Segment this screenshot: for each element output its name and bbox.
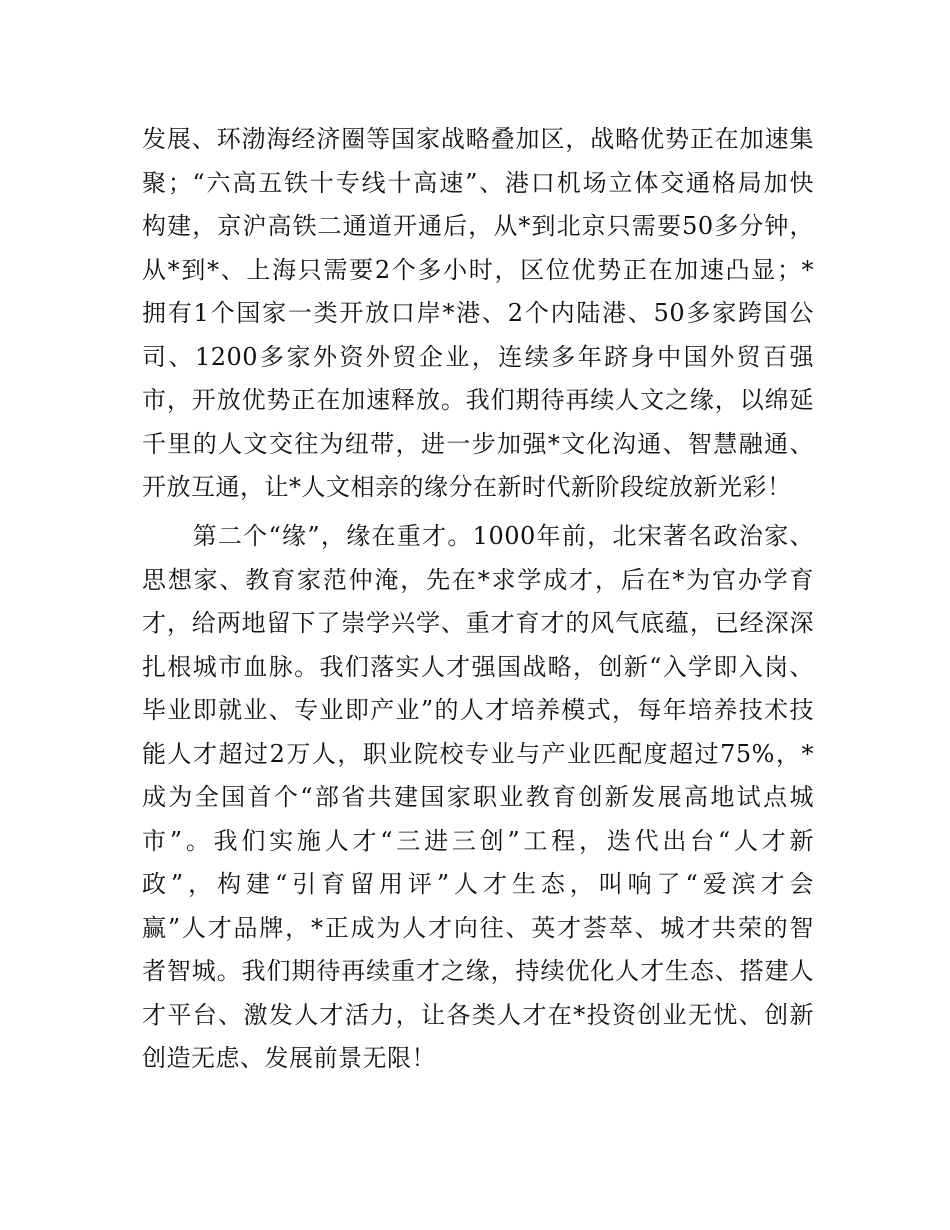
text-line: 政”，构建“引育留用评”人才生态，叫响了“爱滨才会 bbox=[142, 870, 814, 898]
text-line: 市”。我们实施人才“三进三创”工程，迭代出台“人才新 bbox=[142, 826, 814, 855]
text-line: 第二个“缘”，缘在重才。1000年前，北宋著名政治家、 bbox=[142, 522, 814, 550]
text-line: 才平台、激发人才活力，让各类人才在*投资创业无忧、创新 bbox=[142, 1000, 814, 1029]
text-line: 构建，京沪高铁二通道开通后，从*到北京只需要50多分钟， bbox=[142, 212, 814, 240]
text-line: 才，给两地留下了崇学兴学、重才育才的风气底蕴，已经深深 bbox=[142, 609, 814, 637]
text-line: 聚；“六高五铁十专线十高速”、港口机场立体交通格局加快 bbox=[142, 168, 814, 197]
paragraph-1 bbox=[142, 118, 814, 510]
text-line: 思想家、教育家范仲淹，先在*求学成才，后在*为官办学育 bbox=[142, 565, 814, 594]
text-line: 成为全国首个“部省共建国家职业教育创新发展高地试点城 bbox=[142, 783, 814, 811]
text-line: 开放互通，让*人文相亲的缘分在新时代新阶段绽放新光彩！ bbox=[142, 473, 792, 501]
text-line: 拥有1个国家一类开放口岸*港、2个内陆港、50多家跨国公 bbox=[142, 299, 814, 327]
text-line: 从*到*、上海只需要2个多小时，区位优势正在加速凸显；* bbox=[142, 255, 814, 284]
text-line: 创造无虑、发展前景无限！ bbox=[142, 1044, 436, 1072]
text-line: 司、1200多家外资外贸企业，连续多年跻身中国外贸百强 bbox=[142, 342, 814, 371]
text-line: 发展、环渤海经济圈等国家战略叠加区，战略优势正在加速集 bbox=[142, 125, 814, 153]
text-line: 市，开放优势正在加速释放。我们期待再续人文之缘，以绵延 bbox=[142, 386, 814, 414]
text-line: 毕业即就业、专业即产业”的人才培养模式，每年培养技术技 bbox=[142, 696, 814, 724]
text-line: 能人才超过2万人，职业院校专业与产业匹配度超过75%，* bbox=[142, 739, 814, 768]
text-line: 赢”人才品牌，*正成为人才向往、英才荟萃、城才共荣的智 bbox=[142, 913, 814, 942]
paragraph-2 bbox=[142, 515, 814, 1081]
text-line: 扎根城市血脉。我们落实人才强国战略，创新“入学即入岗、 bbox=[142, 652, 814, 681]
text-line: 者智城。我们期待再续重才之缘，持续优化人才生态、搭建人 bbox=[142, 957, 814, 985]
text-line: 千里的人文交往为纽带，进一步加强*文化沟通、智慧融通、 bbox=[142, 429, 814, 458]
